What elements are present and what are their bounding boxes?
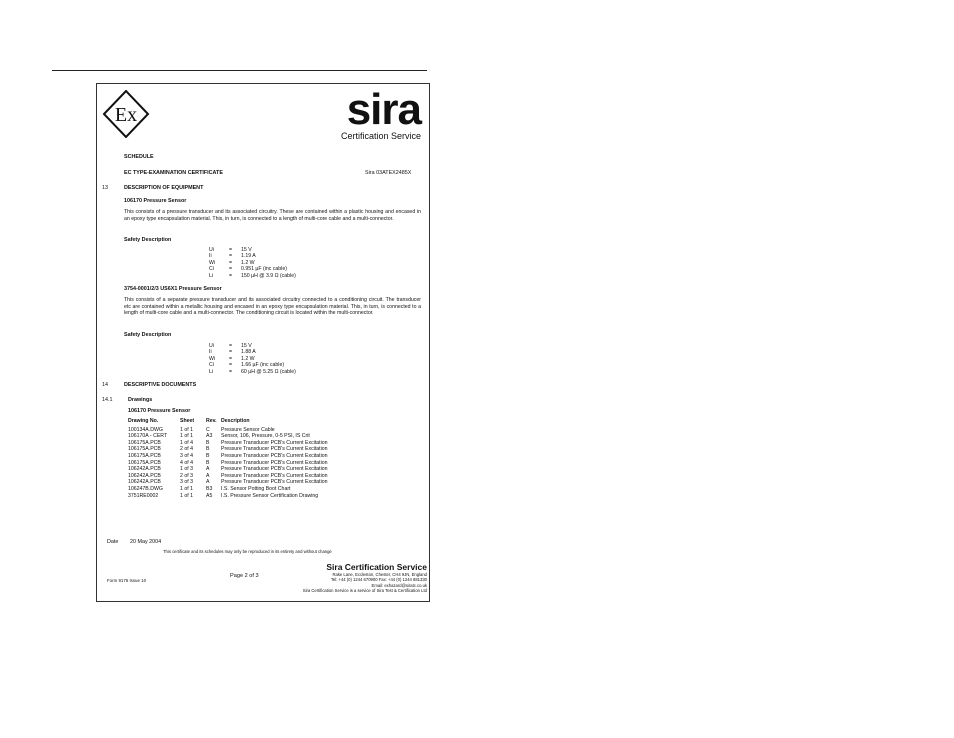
table-row [128,446,328,453]
equals-sign: = [229,247,233,253]
equals-sign: = [229,343,233,349]
col-sheet: Sheet [180,418,195,424]
param-value: 1.88 A [241,349,256,356]
safety-param-row [209,369,296,375]
description-cell: Pressure Transducer PCB's Current Excitation [221,459,328,466]
footer-brand: Sira Certification Service [326,562,427,572]
drawing-no-cell: 3751RE0002 [128,492,159,499]
table-row [128,433,328,440]
drawing-no-cell: 106242A.PCB [128,472,161,479]
brand-subtitle: Certification Service [340,131,421,141]
rev-cell: B3 [206,485,213,492]
equals-sign: = [229,253,233,260]
date-value: 20 May 2004 [130,539,162,545]
sheet-cell: 2 of 4 [180,446,193,453]
equipment-2-name: 3754-0001/2/3 US6X1 Pressure Sensor [124,286,222,292]
top-rule [52,70,427,71]
equipment-2-safety-params [209,343,296,375]
equipment-1-description: This consists of a pressure transducer and its associated circuitry. These are contained within a plastic housing and encased in an epoxy type encapsulation material. This, in turn, is connected to a length of multi-core cable and a multi-connector. [124,209,421,222]
rev-cell: A3 [206,433,213,440]
safety-param-row [209,273,296,279]
equals-sign: = [229,259,233,266]
equals-sign: = [229,266,233,273]
reproduction-notice: This certificate and its schedules may only be reproduced in its entirety and without change [163,549,332,554]
param-key: Ui [209,247,214,253]
col-description: Description [221,418,250,424]
drawing-no-cell: 106175A.PCB [128,446,161,453]
param-value: 15 V [241,247,252,253]
date-label: Date [107,539,119,545]
param-value: 1.2 W [241,355,255,362]
footer-tagline: Sira Certification Service is a service of Sira Test & Certification Ltd [302,587,427,593]
page-number: Page 2 of 3 [230,573,259,579]
drawing-no-cell: 106175A.PCB [128,439,161,446]
drawing-no-cell: 100134A.DWG [128,426,163,433]
equals-sign: = [229,368,233,375]
equipment-1-safety-heading: Safety Description [124,237,172,243]
sheet-cell: 1 of 1 [180,426,193,433]
certificate-title: EC TYPE-EXAMINATION CERTIFICATE [124,170,223,176]
sira-brand-logo [340,85,421,142]
param-value: 1.66 µF (inc cable) [241,362,285,369]
param-key: Li [209,272,214,279]
equipment-2-description: This consists of a separate pressure transducer and its associated circuitry connected to a conditioning circuit. The transducer etc are contained within a metallic housing and encased in an epoxy type encapsulation material. This, in turn, is connected to a length of multi-core cable and a multi-connector. The conditioning circuit is located within the multi-connector. [124,297,421,316]
sheet-cell: 1 of 1 [180,492,193,499]
sheet-cell: 4 of 4 [180,459,193,466]
drawing-no-cell: 106175A.PCB [128,452,161,459]
equipment-1-safety-params [209,247,296,279]
param-key: Ui [209,343,214,349]
svg-text:Ex: Ex [114,104,138,126]
col-drawing-no: Drawing No. [128,418,159,424]
drawings-header-row [128,418,328,427]
form-number: Form 9176 Issue 10 [107,578,147,583]
rev-cell: A [206,472,210,479]
sheet-cell: 3 of 3 [180,479,193,486]
section-14-title: DESCRIPTIVE DOCUMENTS [124,382,197,388]
certificate-page [96,83,430,602]
description-cell: Pressure Transducer PCB's Current Excitation [221,446,328,453]
rev-cell: A [206,466,210,473]
param-key: Ii [209,253,212,260]
description-cell: Sensor, 106, Pressure, 0-5 PSI, IS Crit [221,433,310,440]
footer-email: Email: exhazard@siratc.co.uk [371,582,427,588]
description-cell: Pressure Sensor Cable [221,426,275,433]
table-row [128,460,328,467]
table-row [128,493,328,500]
sheet-cell: 3 of 4 [180,452,193,459]
sheet-cell: 1 of 1 [180,485,193,492]
rev-cell: A5 [206,492,213,499]
equals-sign: = [229,362,233,369]
param-key: Ii [209,349,212,356]
rev-cell: B [206,452,210,459]
section-13-number: 13 [102,185,108,191]
footer-phone: Tel: +44 (0) 1244 670900 Fax: +44 (0) 1244 681330 [330,577,427,583]
drawings-table [128,418,328,499]
col-rev: Rev. [206,418,217,424]
rev-cell: A [206,479,210,486]
equipment-2-safety-heading: Safety Description [124,332,172,338]
param-value: 60 µH @ 5.25 Ω (cable) [241,368,296,375]
param-key: Ci [209,266,214,273]
description-cell: Pressure Transducer PCB's Current Excitation [221,479,328,486]
rev-cell: C [206,426,210,433]
description-cell: Pressure Transducer PCB's Current Excitation [221,452,328,459]
param-key: Li [209,368,214,375]
table-row [128,453,328,460]
drawing-no-cell: 106175A.PCB [128,459,161,466]
param-key: Ci [209,362,214,369]
section-14-1-number: 14.1 [102,397,113,403]
param-key: Wi [209,259,216,266]
description-cell: Pressure Transducer PCB's Current Excitation [221,439,328,446]
equals-sign: = [229,355,233,362]
param-value: 15 V [241,343,252,349]
section-13-title: DESCRIPTION OF EQUIPMENT [124,185,204,191]
sheet-cell: 1 of 1 [180,433,193,440]
table-row [128,479,328,486]
equals-sign: = [229,349,233,356]
param-value: 1.2 W [241,259,255,266]
section-14-number: 14 [102,382,108,388]
sheet-cell: 2 of 3 [180,472,193,479]
drawings-subtitle: 106170 Pressure Sensor [128,408,191,414]
param-value: 0.951 µF (inc cable) [241,266,287,273]
brand-name: sira [346,85,421,134]
equipment-1-name: 106170 Pressure Sensor [124,198,187,204]
equals-sign: = [229,272,233,279]
rev-cell: B [206,439,210,446]
description-cell: I.S. Sensor Potting Boot Chart [221,485,291,492]
description-cell: I.S. Pressure Sensor Certification Drawing [221,492,319,499]
certificate-number: Sira 03ATEX2485X [365,170,412,176]
sheet-cell: 1 of 3 [180,466,193,473]
description-cell: Pressure Transducer PCB's Current Excitation [221,466,328,473]
param-value: 150 µH @ 3.9 Ω (cable) [241,272,296,279]
footer-address-block [303,572,427,593]
table-row [128,486,328,493]
rev-cell: B [206,459,210,466]
sheet-cell: 1 of 4 [180,439,193,446]
footer-address: Rake Lane, Eccleston, Chester, CH4 9JN, England [332,572,427,577]
drawing-no-cell: 106247B.DWG [128,485,163,492]
description-cell: Pressure Transducer PCB's Current Excitation [221,472,328,479]
table-row [128,440,328,447]
ex-hexagon-logo-icon [102,90,150,138]
rev-cell: B [206,446,210,453]
table-row [128,427,328,434]
drawing-no-cell: 106242A.PCB [128,479,161,486]
section-14-1-title: Drawings [128,397,153,403]
table-row [128,473,328,480]
drawing-no-cell: 106242A.PCB [128,466,161,473]
param-key: Wi [209,355,216,362]
table-row [128,466,328,473]
drawing-no-cell: 106170A - CERT [128,433,168,440]
param-value: 1.19 A [241,253,256,260]
schedule-heading: SCHEDULE [124,154,154,160]
